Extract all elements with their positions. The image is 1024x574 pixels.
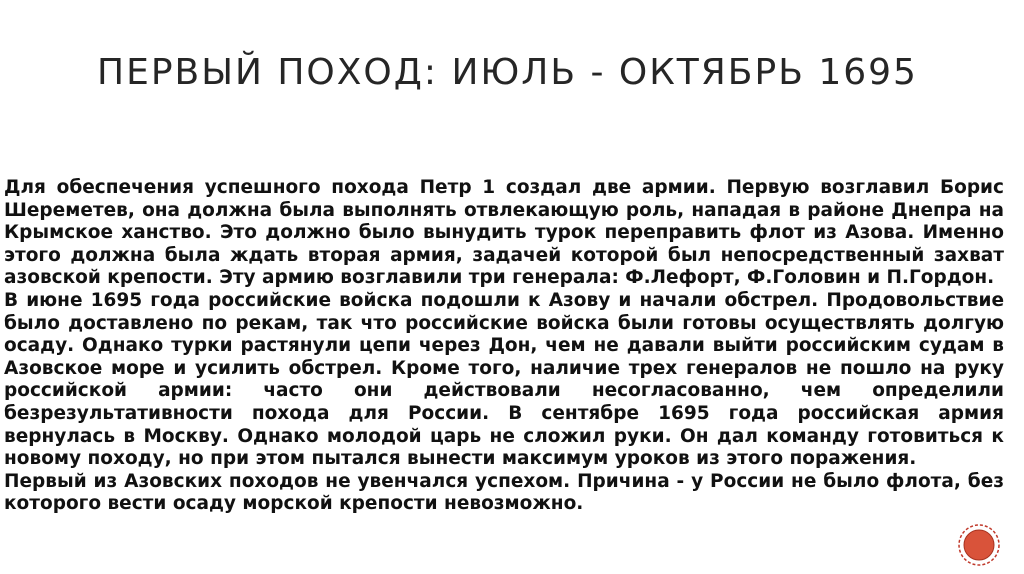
paragraph-1: Для обеспечения успешного похода Петр 1 создал две армии. Первую возглавил Борис Шереметев, она должна была выполнять отвлекающую роль, нападая в районе Днепра на Крымское ханство. Это должно было вынудить турок переправить флот из Азова. Именно этого должна была ждать вторая армия, задачей которой был непосредственный захват азовской крепости. Эту армию возглавили три генерала: Ф.Лефорт, Ф.Головин и П.Гордон. xyxy=(4,177,1004,289)
slide-body xyxy=(4,177,1004,516)
paragraph-3: Первый из Азовских походов не увенчался успехом. Причина - у России не было флота, без которого вести осаду морской крепости невозможно. xyxy=(4,470,1004,515)
slide-title: ПЕРВЫЙ ПОХОД: ИЮЛЬ - ОКТЯБРЬ 1695 xyxy=(97,52,918,93)
decorative-circle-icon xyxy=(958,524,1000,566)
paragraph-2: В июне 1695 года российские войска подошли к Азову и начали обстрел. Продовольствие было доставлено по рекам, так что российские войска были готовы осуществлять долгую осаду. Однако турки растянули цепи через Дон, чем не давали выйти российским судам в Азовское море и усилить обстрел. Кроме того, наличие трех генералов не пошло на руку российской армии: часто они действовали несогласованно, чем определили безрезультативности похода для России. В сентябре 1695 года российская армия вернулась в Москву. Однако молодой царь не сложил руки. Он дал команду готовиться к новому походу, но при этом пытался вынести максимум уроков из этого поражения. xyxy=(4,289,1004,470)
